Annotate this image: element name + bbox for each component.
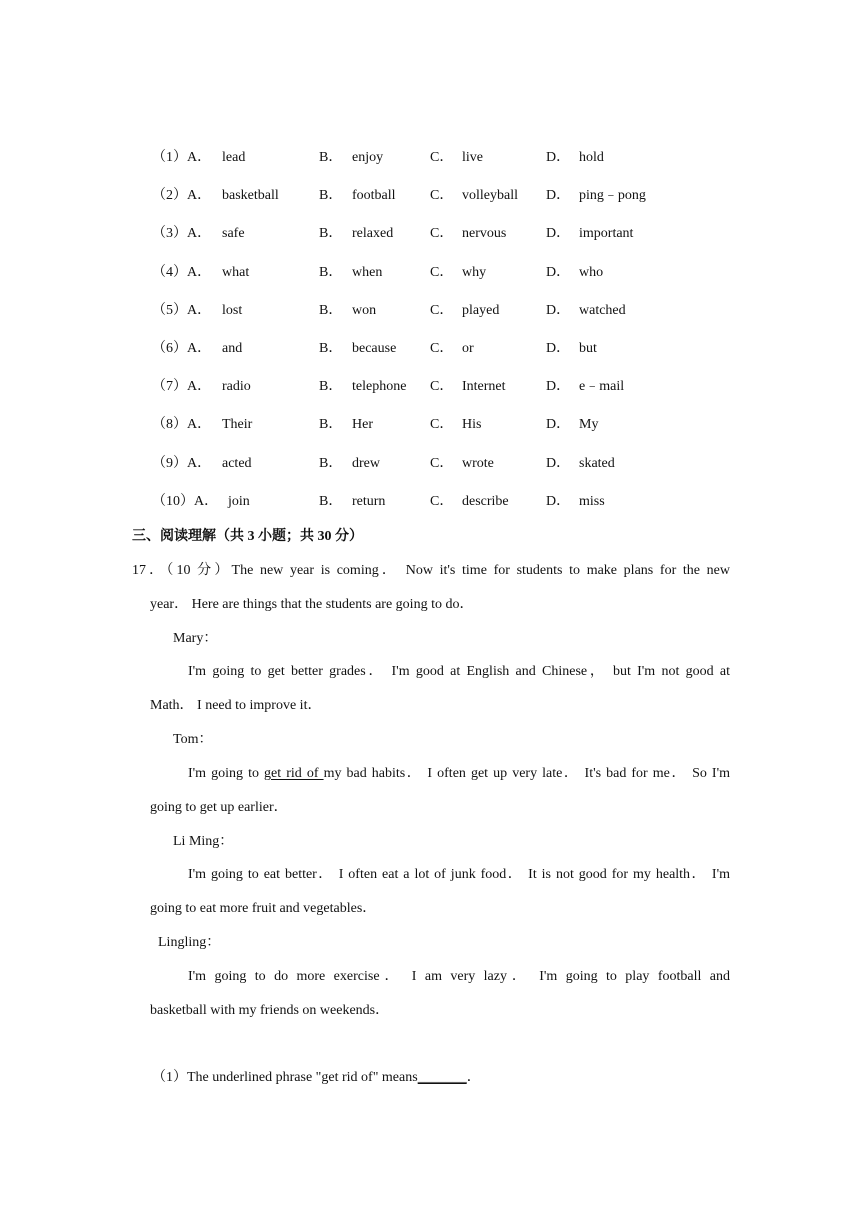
option-b-label: B． [319, 379, 343, 395]
section-title: 三、阅读理解（共 3 小题；共 30 分） [132, 529, 363, 544]
option-c-label: C． [430, 455, 454, 471]
sub-question-1 [152, 1068, 481, 1088]
option-row [0, 339, 860, 359]
option-c-label: C． [430, 264, 454, 280]
option-d-text: skated [579, 455, 615, 471]
li-ming-line-1: I'm going to eat better． I often eat a lot of junk food． It is not good for my health． I'm [188, 867, 730, 882]
option-a-text: join [228, 493, 250, 509]
option-d-text: but [579, 341, 597, 356]
option-row [0, 186, 860, 206]
option-b-label: B． [319, 493, 343, 509]
option-row [0, 301, 860, 321]
option-number: （2）A． [152, 188, 212, 204]
option-row [0, 263, 860, 283]
option-c-text: or [462, 341, 474, 356]
option-number: （5）A． [152, 302, 212, 318]
option-a-text: acted [222, 455, 252, 471]
li-ming-line-2: going to eat more fruit and vegetables． [150, 901, 377, 916]
option-a-text: and [222, 341, 243, 356]
option-b-label: B． [319, 188, 343, 204]
option-c-text: wrote [462, 455, 494, 471]
question-17-line-1: 17．（10 分）The new year is coming． Now it's time for students to make plans for the new [132, 563, 730, 578]
question-17-line-2: year． Here are things that the students are going to do． [150, 597, 474, 612]
option-b-text: drew [352, 455, 380, 471]
option-b-text: Her [352, 417, 373, 433]
option-b-text: return [352, 493, 386, 509]
option-c-label: C． [430, 302, 454, 318]
lingling-line-1: I'm going to do more exercise． I am very lazy． I'm going to play football and [188, 969, 730, 984]
option-b-label: B． [319, 226, 343, 242]
option-c-text: played [462, 302, 500, 318]
option-number: （3）A． [152, 226, 212, 242]
speaker-mary: Mary： [173, 631, 218, 646]
option-c-label: C． [430, 379, 454, 395]
option-row [0, 224, 860, 244]
option-d-text: miss [579, 493, 605, 509]
option-number: （6）A． [152, 341, 212, 356]
mary-line-1: I'm going to get better grades． I'm good at English and Chinese， but I'm not good at [188, 664, 730, 679]
option-b-label: B． [319, 417, 343, 433]
option-a-text: safe [222, 226, 245, 242]
option-c-text: His [462, 417, 482, 433]
speaker-lingling: Lingling： [158, 935, 221, 950]
option-row [0, 415, 860, 435]
option-number: （9）A． [152, 455, 212, 471]
option-d-text: important [579, 226, 634, 242]
option-b-label: B． [319, 302, 343, 318]
option-d-label: D． [546, 264, 571, 280]
option-d-label: D． [546, 379, 571, 395]
option-row [0, 454, 860, 474]
answer-blank: _______ [417, 1070, 467, 1085]
option-b-text: when [352, 264, 383, 280]
option-d-label: D． [546, 302, 571, 318]
option-row [0, 377, 860, 397]
option-d-label: D． [546, 341, 571, 356]
tom-line-1-post: my bad habits． I often get up very late． It's bad for me． So I'm [323, 766, 730, 781]
option-b-label: B． [319, 341, 343, 356]
option-d-text: hold [579, 150, 604, 165]
option-c-label: C． [430, 493, 454, 509]
option-b-text: relaxed [352, 226, 394, 242]
option-a-text: basketball [222, 188, 279, 204]
option-d-label: D． [546, 493, 571, 509]
option-a-text: Their [222, 417, 253, 433]
option-c-label: C． [430, 188, 454, 204]
mary-line-2: Math． I need to improve it． [150, 698, 322, 713]
option-number: （7）A． [152, 379, 212, 395]
option-d-text: e﹣mail [579, 379, 625, 395]
option-d-text: watched [579, 302, 626, 318]
lingling-line-2: basketball with my friends on weekends． [150, 1003, 390, 1018]
option-a-text: what [222, 264, 250, 280]
tom-line-2: going to get up earlier． [150, 800, 288, 815]
option-a-text: radio [222, 379, 251, 395]
option-row [0, 148, 860, 168]
option-row [0, 492, 860, 512]
option-d-text: who [579, 264, 604, 280]
option-d-text: My [579, 417, 599, 433]
option-c-label: C． [430, 226, 454, 242]
option-c-label: C． [430, 341, 454, 356]
option-d-label: D． [546, 455, 571, 471]
option-number: （10）A． [152, 493, 219, 509]
option-c-text: why [462, 264, 487, 280]
option-b-text: telephone [352, 379, 407, 395]
sub-question-1-end: ． [466, 1070, 481, 1085]
option-a-text: lead [222, 150, 246, 165]
option-a-text: lost [222, 302, 243, 318]
option-number: （4）A． [152, 264, 212, 280]
option-d-label: D． [546, 417, 571, 433]
option-b-label: B． [319, 264, 343, 280]
option-b-text: football [352, 188, 396, 204]
option-c-label: C． [430, 150, 454, 165]
tom-line-1 [188, 764, 730, 784]
speaker-li-ming: Li Ming： [173, 834, 234, 849]
option-b-label: B． [319, 455, 343, 471]
option-number: （8）A． [152, 417, 212, 433]
option-c-text: Internet [462, 379, 506, 395]
option-c-text: volleyball [462, 188, 518, 204]
speaker-tom: Tom： [173, 732, 213, 747]
option-number: （1）A． [152, 150, 212, 165]
sub-question-1-text: （1）The underlined phrase "get rid of" means [152, 1070, 418, 1085]
option-b-text: won [352, 302, 377, 318]
underlined-phrase: get rid of [264, 766, 324, 781]
option-b-text: enjoy [352, 150, 384, 165]
option-c-text: live [462, 150, 483, 165]
option-d-label: D． [546, 226, 571, 242]
option-c-text: describe [462, 493, 509, 509]
option-d-text: ping﹣pong [579, 188, 646, 204]
option-d-label: D． [546, 150, 571, 165]
option-c-label: C． [430, 417, 454, 433]
option-d-label: D． [546, 188, 571, 204]
option-c-text: nervous [462, 226, 507, 242]
option-b-label: B． [319, 150, 343, 165]
option-b-text: because [352, 341, 397, 356]
tom-line-1-pre: I'm going to [188, 766, 265, 781]
